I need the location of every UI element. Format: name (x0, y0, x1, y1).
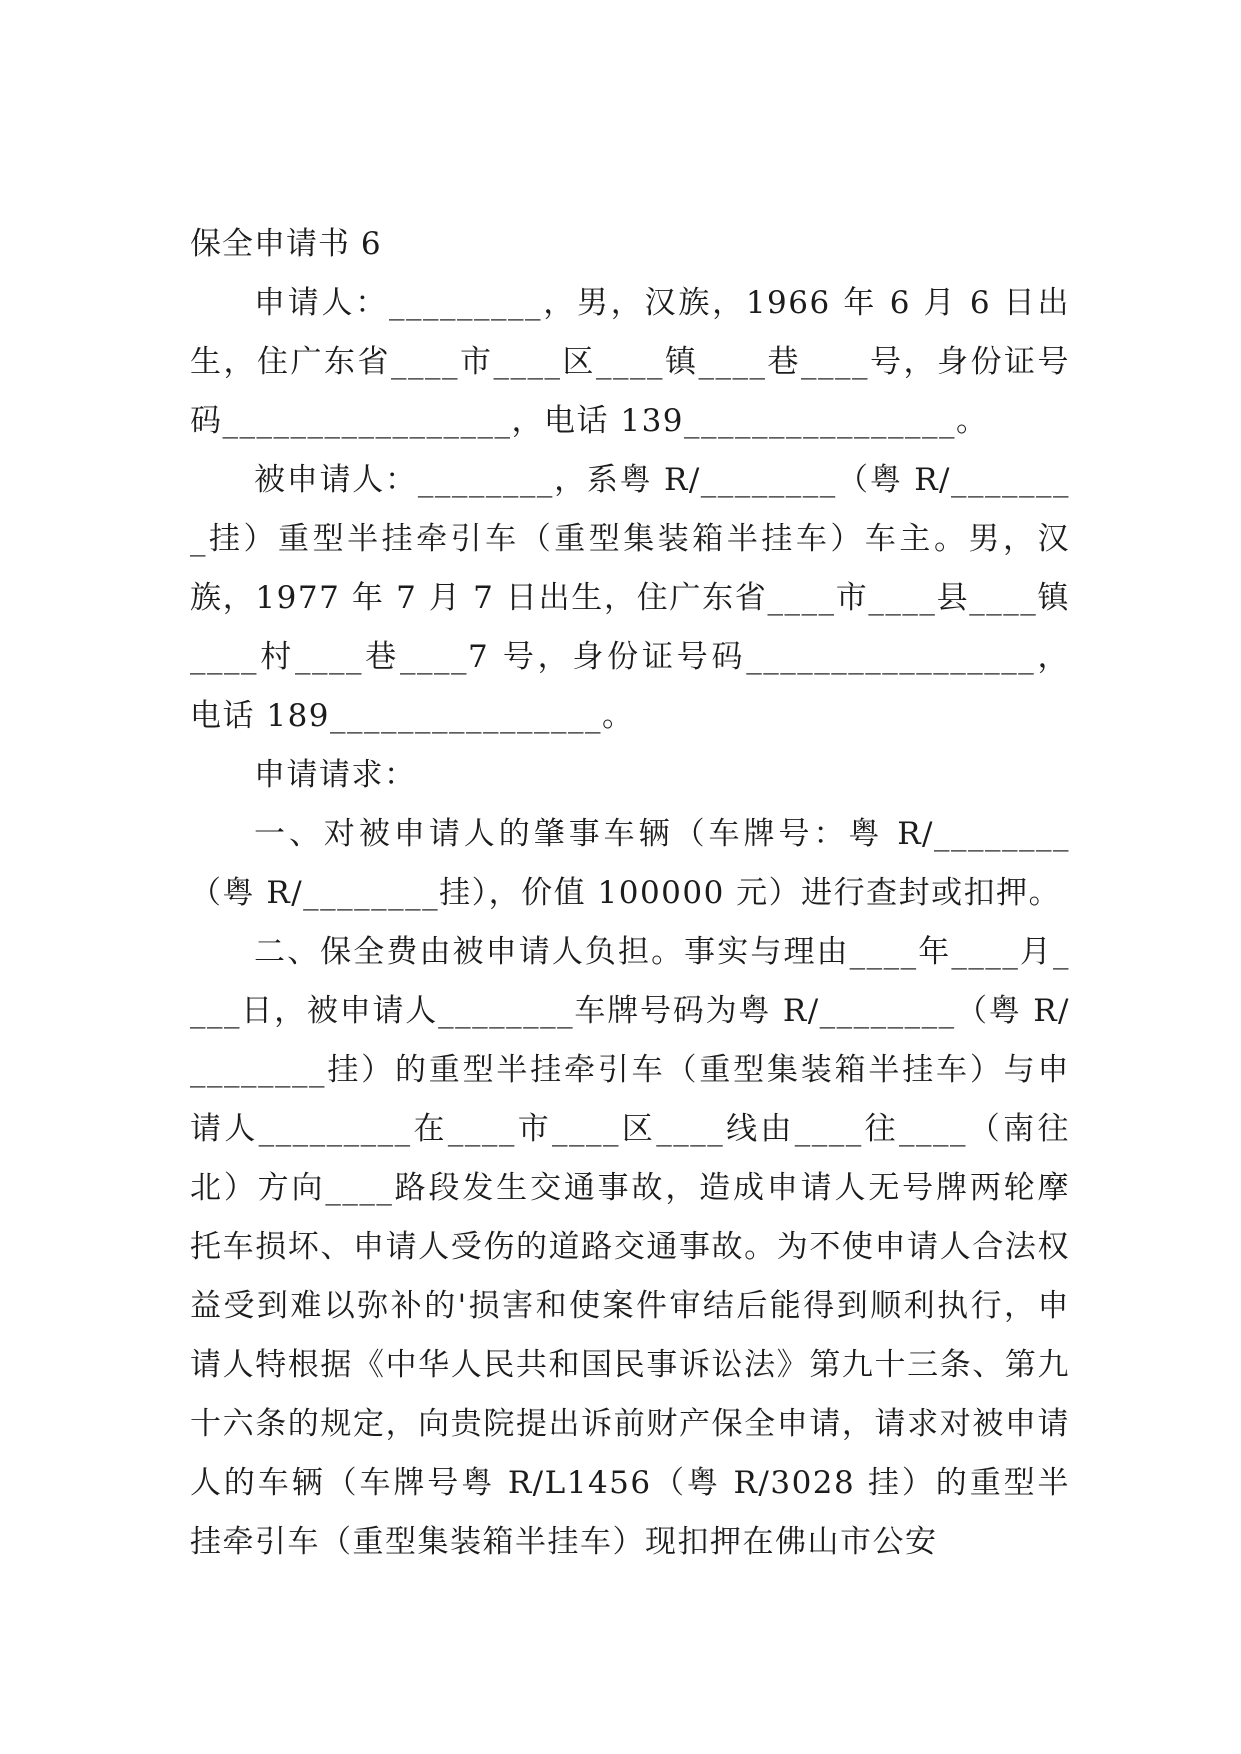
document-page (190, 215, 1070, 1572)
document-title: 保全申请书 6 (190, 226, 382, 262)
request-item-1: 一、对被申请人的肇事车辆（车牌号：粤 R/________（粤 R/________挂），价值 100000 元）进行查封或扣押。 (190, 816, 1070, 911)
request-heading: 申请请求： (254, 757, 417, 793)
respondent-paragraph: 被申请人：________，系粤 R/________（粤 R/________挂）重型半挂牵引车（重型集装箱半挂车）车主。男，汉族，1977 年 7 月 7 日出生，住广东省____市____县____镇____村____巷____7 号，身份证号码_________________，电话 189________________。 (190, 462, 1070, 734)
applicant-paragraph: 申请人：_________，男，汉族，1966 年 6 月 6 日出生，住广东省____市____区____镇____巷____号，身份证号码_________________，电话 139________________。 (190, 285, 1070, 439)
request-item-2-facts: 二、保全费由被申请人负担。事实与理由____年____月____日，被申请人________车牌号码为粤 R/________（粤 R/________挂）的重型半挂牵引车（重型集装箱半挂车）与申请人_________在____市____区____线由____往____（南往北）方向____路段发生交通事故，造成申请人无号牌两轮摩托车损坏、申请人受伤的道路交通事故。为不使申请人合法权益受到难以弥补的'损害和使案件审结后能得到顺利执行，申请人特根据《中华人民共和国民事诉讼法》第九十三条、第九十六条的规定，向贵院提出诉前财产保全申请，请求对被申请人的车辆（车牌号粤 R/L1456（粤 R/3028 挂）的重型半挂牵引车（重型集装箱半挂车）现扣押在佛山市公安 (190, 934, 1070, 1560)
